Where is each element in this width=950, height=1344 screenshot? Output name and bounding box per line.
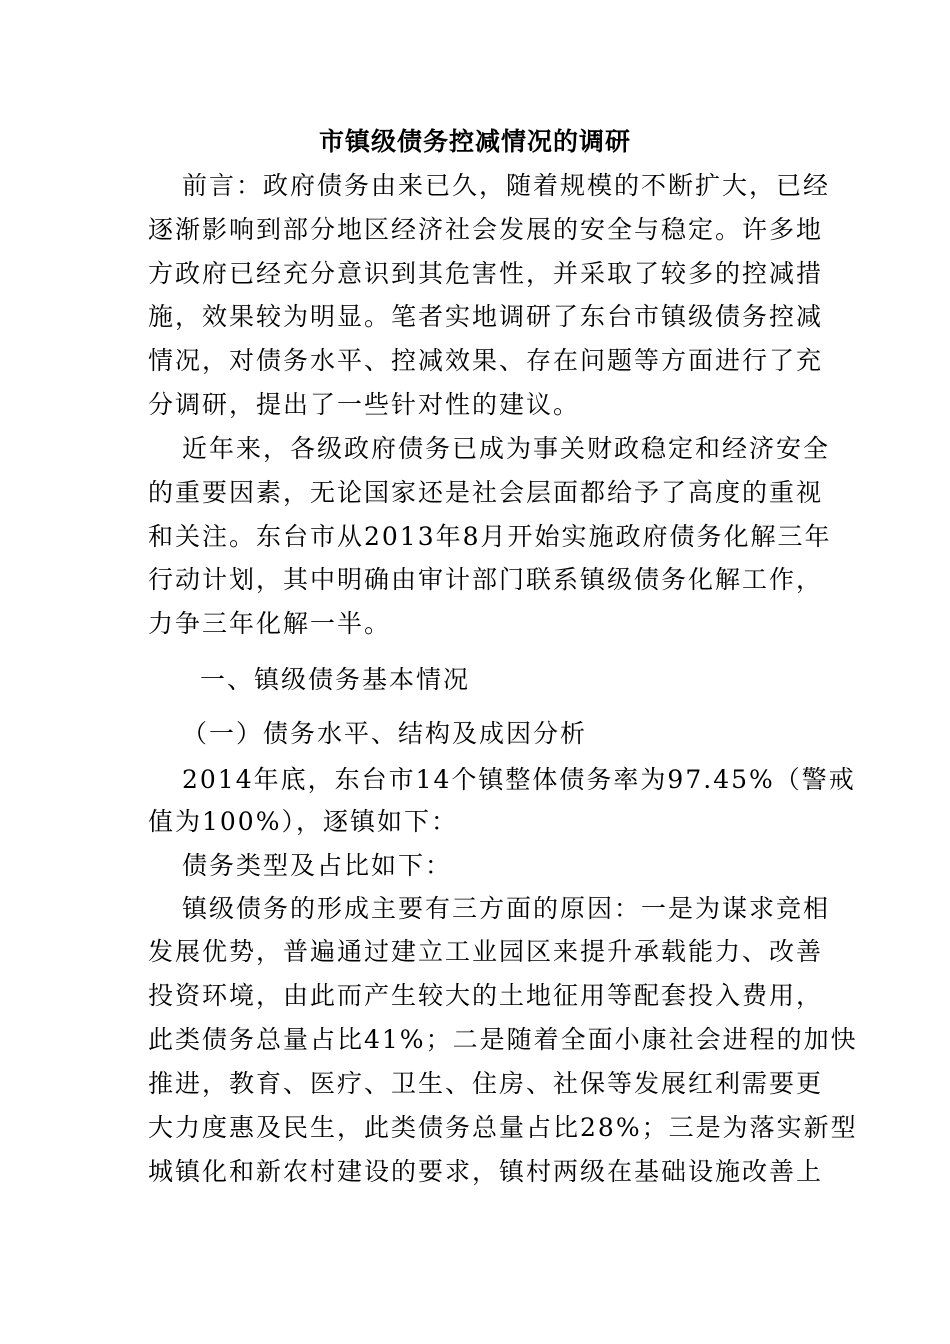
paragraph-line: 值为100%），逐镇如下： [148, 807, 458, 836]
paragraph-line: 施，效果较为明显。笔者实地调研了东台市镇级债务控减 [148, 302, 824, 331]
paragraph-line: 此类债务总量占比41%；二是随着全面小康社会进程的加快 [148, 1025, 858, 1054]
paragraph-line: 大力度惠及民生，此类债务总量占比28%；三是为落实新型 [148, 1113, 858, 1142]
paragraph-line: 行动计划，其中明确由审计部门联系镇级债务化解工作， [148, 565, 824, 594]
paragraph-line: 情况，对债务水平、控减效果、存在问题等方面进行了充 [148, 346, 824, 375]
paragraph-line: 前言：政府债务由来已久，随着规模的不断扩大，已经 [182, 171, 831, 200]
subsection-heading: （一）债务水平、结构及成因分析 [182, 719, 588, 748]
paragraph-line: 镇级债务的形成主要有三方面的原因：一是为谋求竞相 [182, 894, 831, 923]
paragraph-line: 发展优势，普遍通过建立工业园区来提升承载能力、改善 [148, 937, 824, 966]
paragraph-line: 投资环境，由此而产生较大的土地征用等配套投入费用， [148, 981, 824, 1010]
paragraph-line: 近年来，各级政府债务已成为事关财政稳定和经济安全 [182, 434, 831, 463]
paragraph-line: 和关注。东台市从2013年8月开始实施政府债务化解三年 [148, 522, 832, 551]
paragraph-line: 城镇化和新农村建设的要求，镇村两级在基础设施改善上 [148, 1157, 824, 1186]
paragraph-line: 债务类型及占比如下： [182, 851, 453, 880]
section-heading: 一、镇级债务基本情况 [200, 665, 471, 694]
document-title: 市镇级债务控减情况的调研 [318, 127, 631, 156]
paragraph-line: 的重要因素，无论国家还是社会层面都给予了高度的重视 [148, 478, 824, 507]
paragraph-line: 力争三年化解一半。 [148, 609, 392, 638]
paragraph-line: 逐渐影响到部分地区经济社会发展的安全与稳定。许多地 [148, 215, 824, 244]
paragraph-line: 方政府已经充分意识到其危害性，并采取了较多的控减措 [148, 259, 824, 288]
paragraph-line: 分调研，提出了一些针对性的建议。 [148, 390, 581, 419]
paragraph-line: 2014年底，东台市14个镇整体债务率为97.45%（警戒 [182, 765, 856, 794]
paragraph-line: 推进，教育、医疗、卫生、住房、社保等发展红利需要更 [148, 1069, 824, 1098]
